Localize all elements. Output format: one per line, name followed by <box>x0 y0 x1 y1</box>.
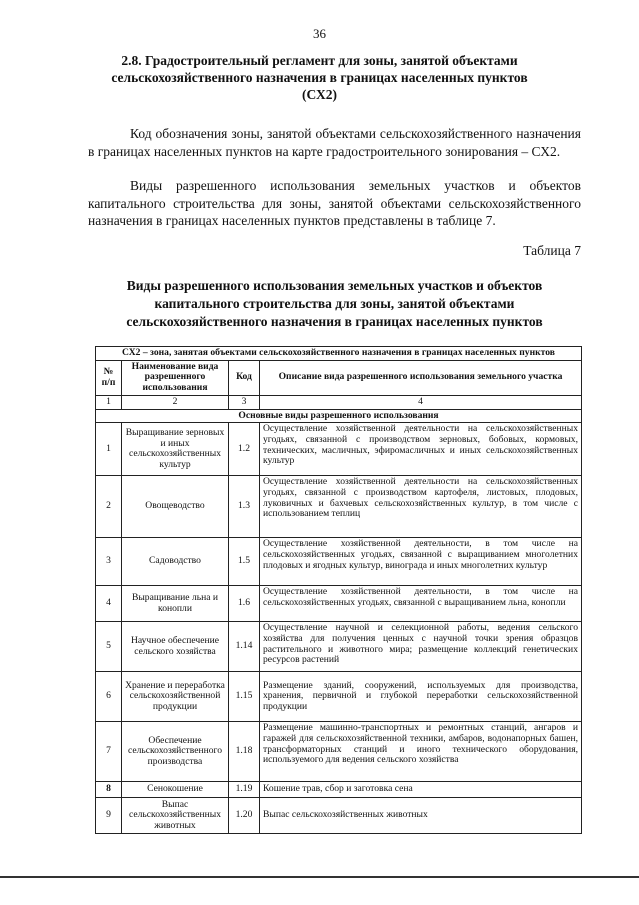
row-number: 8 <box>96 782 122 798</box>
use-code: 1.3 <box>229 476 260 538</box>
table-row <box>96 538 582 586</box>
table-row <box>96 622 582 672</box>
use-description: Осуществление хозяйственной деятельности, в том числе на сельскохозяйственных угодьях, связанной с выращиванием многолетних плодовых и ягодных культур, винограда и иных многолетних культур <box>260 538 582 586</box>
use-code: 1.2 <box>229 423 260 476</box>
column-number-row <box>96 395 582 409</box>
paragraph-table-reference: Виды разрешенного использования земельных участков и объектов капитального строительства для зоны, занятой объектами сельскохозяйственного назначения в границах населенных пунктов представлены в таблице 7. <box>88 178 581 228</box>
header-number: № п/п <box>96 360 122 395</box>
row-number: 7 <box>96 722 122 782</box>
row-number: 3 <box>96 538 122 586</box>
use-code: 1.18 <box>229 722 260 782</box>
use-description: Осуществление хозяйственной деятельности на сельскохозяйственных угодьях, связанной с производством зерновых, бобовых, кормовых, технических, масличных, эфиромасличных и иных сельскохозяйственных культур <box>260 423 582 476</box>
row-number: 5 <box>96 622 122 672</box>
table-label: Таблица 7 <box>523 243 581 258</box>
use-code: 1.6 <box>229 586 260 622</box>
use-name: Овощеводство <box>122 476 229 538</box>
table-row <box>96 672 582 722</box>
table-row <box>96 586 582 622</box>
use-code: 1.15 <box>229 672 260 722</box>
table-row <box>96 782 582 798</box>
use-name: Хранение и переработка сельскохозяйственной продукции <box>122 672 229 722</box>
use-description: Осуществление хозяйственной деятельности на сельскохозяйственных угодьях, связанной с производством картофеля, листовых, плодовых, луковичных и бахчевых сельскохозяйственных культур, в том числе с использованием теплиц <box>260 476 582 538</box>
column-number: 4 <box>260 395 582 409</box>
use-name: Научное обеспечение сельского хозяйства <box>122 622 229 672</box>
row-number: 1 <box>96 423 122 476</box>
table-title: Виды разрешенного использования земельных участков и объектов капитального строительства для зоны, занятой объектами сельскохозяйственного назначения в границах населенных пунктов <box>126 278 543 329</box>
use-code: 1.20 <box>229 798 260 834</box>
table-caption-row <box>96 347 582 361</box>
use-description: Размещение машинно-транспортных и ремонтных станций, ангаров и гаражей для сельскохозяйственной техники, амбаров, водонапорных башен, трансформаторных станций и иного технического оборудования, используемого для ведения сельского хозяйства <box>260 722 582 782</box>
page-bottom-edge <box>0 876 639 878</box>
column-number: 1 <box>96 395 122 409</box>
use-name: Садоводство <box>122 538 229 586</box>
use-name: Выращивание льна и конопли <box>122 586 229 622</box>
use-description: Кошение трав, сбор и заготовка сена <box>260 782 582 798</box>
table-row <box>96 722 582 782</box>
paragraph-zone-code: Код обозначения зоны, занятой объектами сельскохозяйственного назначения в границах населенных пунктов на карте градостроительного зонирования – СХ2. <box>88 126 581 159</box>
use-description: Осуществление научной и селекционной работы, ведения сельского хозяйства для получения ценных с научной точки зрения образцов растительного и животного мира; размещение коллекций генетических ресурсов растений <box>260 622 582 672</box>
use-name: Сенокошение <box>122 782 229 798</box>
header-name: Наименование вида разрешенного использования <box>122 360 229 395</box>
header-description: Описание вида разрешенного использования земельного участка <box>260 360 582 395</box>
column-number: 3 <box>229 395 260 409</box>
table-row <box>96 423 582 476</box>
column-number: 2 <box>122 395 229 409</box>
row-number: 6 <box>96 672 122 722</box>
use-code: 1.5 <box>229 538 260 586</box>
use-name: Выращивание зерновых и иных сельскохозяйственных культур <box>122 423 229 476</box>
use-description: Размещение зданий, сооружений, используемых для производства, хранения, первичной и глубокой переработки сельскохозяйственной продукции <box>260 672 582 722</box>
row-number: 2 <box>96 476 122 538</box>
row-number: 9 <box>96 798 122 834</box>
page-number: 36 <box>313 26 326 41</box>
row-number: 4 <box>96 586 122 622</box>
subheader-row <box>96 409 582 423</box>
table-caption: СХ2 – зона, занятая объектами сельскохозяйственного назначения в границах населенных пунктов <box>96 347 582 361</box>
use-name: Обеспечение сельскохозяйственного производства <box>122 722 229 782</box>
use-code: 1.14 <box>229 622 260 672</box>
use-code: 1.19 <box>229 782 260 798</box>
subheader-main-uses: Основные виды разрешенного использования <box>96 409 582 423</box>
use-description: Осуществление хозяйственной деятельности, в том числе на сельскохозяйственных угодьях, связанной с выращиванием льна, конопли <box>260 586 582 622</box>
table-row <box>96 798 582 834</box>
land-use-table <box>95 346 582 834</box>
use-description: Выпас сельскохозяйственных животных <box>260 798 582 834</box>
header-code: Код <box>229 360 260 395</box>
use-name: Выпас сельскохозяйственных животных <box>122 798 229 834</box>
table-row <box>96 476 582 538</box>
table-header-row <box>96 360 582 395</box>
section-title: 2.8. Градостроительный регламент для зоны, занятой объектами сельскохозяйственного назначения в границах населенных пунктов (СХ2) <box>111 53 528 102</box>
